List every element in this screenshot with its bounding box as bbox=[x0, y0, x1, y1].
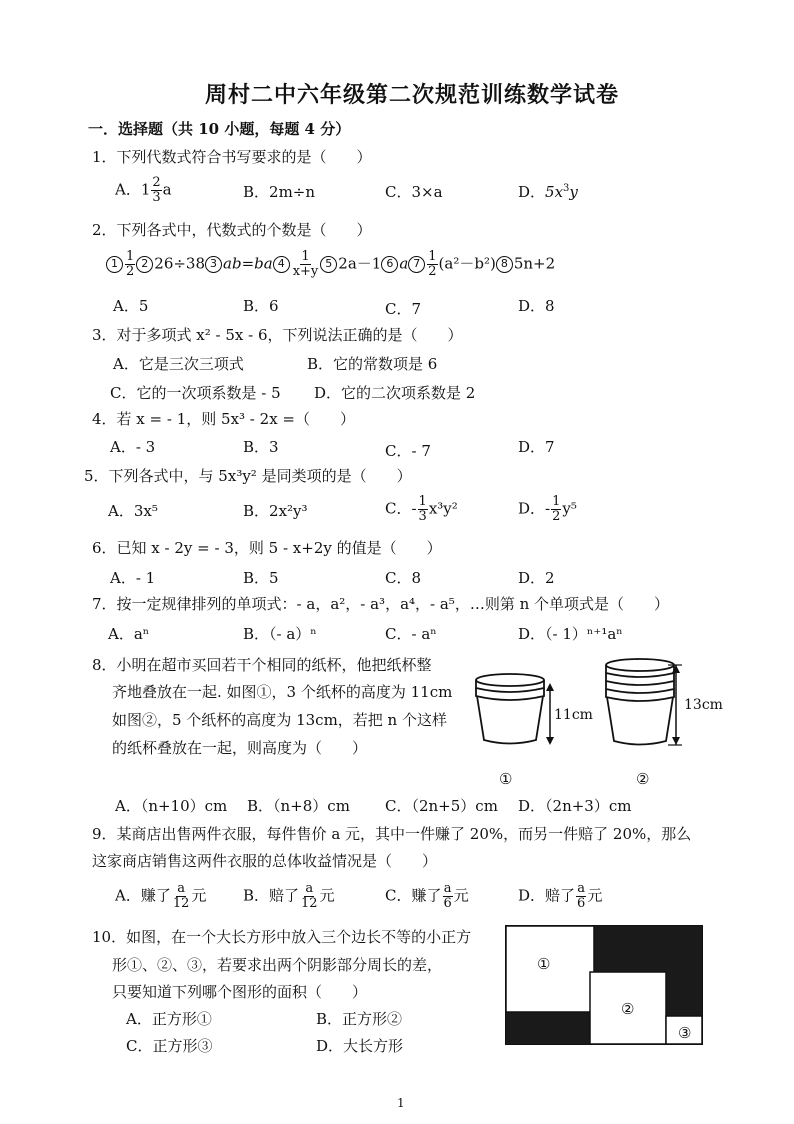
q8-line-1: 8．小明在超市买回若干个相同的纸杯，他把纸杯整 bbox=[92, 656, 432, 674]
q1-option-a: A．1 $\frac{2}{3}$ a bbox=[115, 175, 172, 205]
q3-stem: 3．对于多项式 x² - 5x - 6，下列说法正确的是（ ） bbox=[92, 326, 463, 344]
circled-number: 1 bbox=[106, 256, 123, 273]
q2-option-c: C．7 bbox=[385, 300, 422, 318]
q2-option-b: B．6 bbox=[243, 297, 279, 315]
q10-line-2: 形①、②、③，若要求出两个阴影部分周长的差， bbox=[112, 956, 443, 974]
q7-option-a: A．aⁿ bbox=[108, 625, 150, 643]
q9-line-1: 9．某商店出售两件衣服，每件售价 a 元，其中一件赚了 20%，而另一件赔了 20%，那么 bbox=[92, 825, 692, 843]
q4-stem: 4．若 x = - 1，则 5x³ - 2x =（ ） bbox=[92, 410, 355, 428]
q10-option-a: A．正方形① bbox=[126, 1010, 212, 1028]
q4-option-d: D．7 bbox=[518, 438, 555, 456]
q6-option-a: A．- 1 bbox=[110, 569, 156, 587]
q2-option-a: A．5 bbox=[113, 297, 149, 315]
q6-option-c: C．8 bbox=[385, 569, 422, 587]
q2-option-d: D．8 bbox=[518, 297, 555, 315]
q8-option-c: C．（2n+5）cm bbox=[385, 797, 498, 815]
fig2-height-label: 13cm bbox=[684, 697, 723, 713]
q7-option-b: B．（- a）ⁿ bbox=[243, 625, 317, 643]
cup-stack-3 bbox=[476, 674, 544, 744]
q3-option-b: B．它的常数项是 6 bbox=[307, 355, 438, 373]
q8-line-2: 齐地叠放在一起. 如图①，3 个纸杯的高度为 11cm bbox=[112, 683, 453, 701]
q5-option-a: A．3x⁵ bbox=[108, 502, 158, 520]
q10-line-3: 只要知道下列哪个图形的面积（ ） bbox=[112, 983, 368, 1001]
q5-stem: 5．下列各式中，与 5x³y² 是同类项的是（ ） bbox=[84, 467, 412, 485]
shaded-region-bottom-left bbox=[506, 1011, 590, 1044]
cup-stack-5 bbox=[606, 659, 674, 745]
q6-stem: 6．已知 x - 2y = - 3，则 5 - x+2y 的值是（ ） bbox=[92, 539, 442, 557]
q4-option-a: A．- 3 bbox=[110, 438, 156, 456]
rectangle-squares-figure bbox=[505, 925, 705, 1047]
q9-option-c: C．赚了 $\frac{a}{6}$ 元 bbox=[385, 881, 469, 911]
q1-stem: 1．下列代数式符合书写要求的是（ ） bbox=[92, 148, 372, 166]
fig1-label: ① bbox=[499, 770, 513, 788]
q8-line-3: 如图②，5 个纸杯的高度为 13cm，若把 n 个这样 bbox=[112, 711, 447, 729]
q10-option-d: D．大长方形 bbox=[316, 1037, 404, 1055]
shaded-region-right bbox=[666, 926, 702, 1016]
q8-option-d: D．（2n+3）cm bbox=[518, 797, 632, 815]
q1-option-b: B．2m÷n bbox=[243, 183, 316, 201]
q3-option-c: C．它的一次项系数是 - 5 bbox=[110, 384, 281, 402]
q8-option-a: A．（n+10）cm bbox=[115, 797, 228, 815]
q1-option-c: C．3×a bbox=[385, 183, 443, 201]
page-title: 周村二中六年级第二次规范训练数学试卷 bbox=[205, 82, 620, 108]
square-2-label: ② bbox=[621, 1000, 635, 1018]
q5-option-c: C．- $\frac{1}{3}$ x³y² bbox=[385, 494, 458, 524]
q10-line-1: 10．如图，在一个大长方形中放入三个边长不等的小正方 bbox=[92, 928, 472, 946]
q7-option-c: C．- aⁿ bbox=[385, 625, 437, 643]
q6-option-b: B．5 bbox=[243, 569, 279, 587]
q9-option-d: D．赔了 $\frac{a}{6}$ 元 bbox=[518, 881, 603, 911]
section-heading: 一．选择题（共 10 小题，每题 4 分） bbox=[88, 120, 351, 138]
q3-option-d: D．它的二次项系数是 2 bbox=[314, 384, 476, 402]
q1-option-d: D．$5x^3y$ bbox=[518, 183, 578, 201]
fig2-label: ② bbox=[636, 770, 650, 788]
page-number: 1 bbox=[397, 1096, 405, 1110]
q4-option-b: B．3 bbox=[243, 438, 279, 456]
q2-expressions: 1 $\frac{1}{2}$ 2 26÷38 3 ab=ba 4 $\frac{1}{x+y}$ 5 2a－1 6 a 7 $\frac{1}{2}$ (a²－b²) 8 5n+2 bbox=[106, 250, 555, 279]
square-3-label: ③ bbox=[678, 1024, 692, 1042]
q8-option-b: B．（n+8）cm bbox=[247, 797, 350, 815]
q9-option-a: A．赚了 $\frac{a}{12}$ 元 bbox=[115, 881, 207, 911]
q7-option-d: D．（- 1）ⁿ⁺¹aⁿ bbox=[518, 625, 623, 643]
q7-stem: 7．按一定规律排列的单项式：- a，a²，- a³，a⁴，- a⁵，…则第 n 个单项式是（ ） bbox=[92, 595, 670, 613]
fig1-height-label: 11cm bbox=[554, 707, 593, 723]
q9-line-2: 这家商店销售这两件衣服的总体收益情况是（ ） bbox=[92, 852, 438, 870]
q9-option-b: B．赔了 $\frac{a}{12}$ 元 bbox=[243, 881, 335, 911]
q8-line-4: 的纸杯叠放在一起，则高度为（ ） bbox=[112, 739, 368, 757]
q6-option-d: D．2 bbox=[518, 569, 555, 587]
q10-option-b: B．正方形② bbox=[316, 1010, 403, 1028]
q2-stem: 2．下列各式中，代数式的个数是（ ） bbox=[92, 221, 372, 239]
q4-option-c: C．- 7 bbox=[385, 442, 431, 460]
q5-option-d: D．- $\frac{1}{2}$ y⁵ bbox=[518, 494, 577, 524]
q5-option-b: B．2x²y³ bbox=[243, 502, 308, 520]
q3-option-a: A．它是三次三项式 bbox=[113, 355, 244, 373]
square-1-label: ① bbox=[537, 955, 551, 973]
q10-option-c: C．正方形③ bbox=[126, 1037, 213, 1055]
